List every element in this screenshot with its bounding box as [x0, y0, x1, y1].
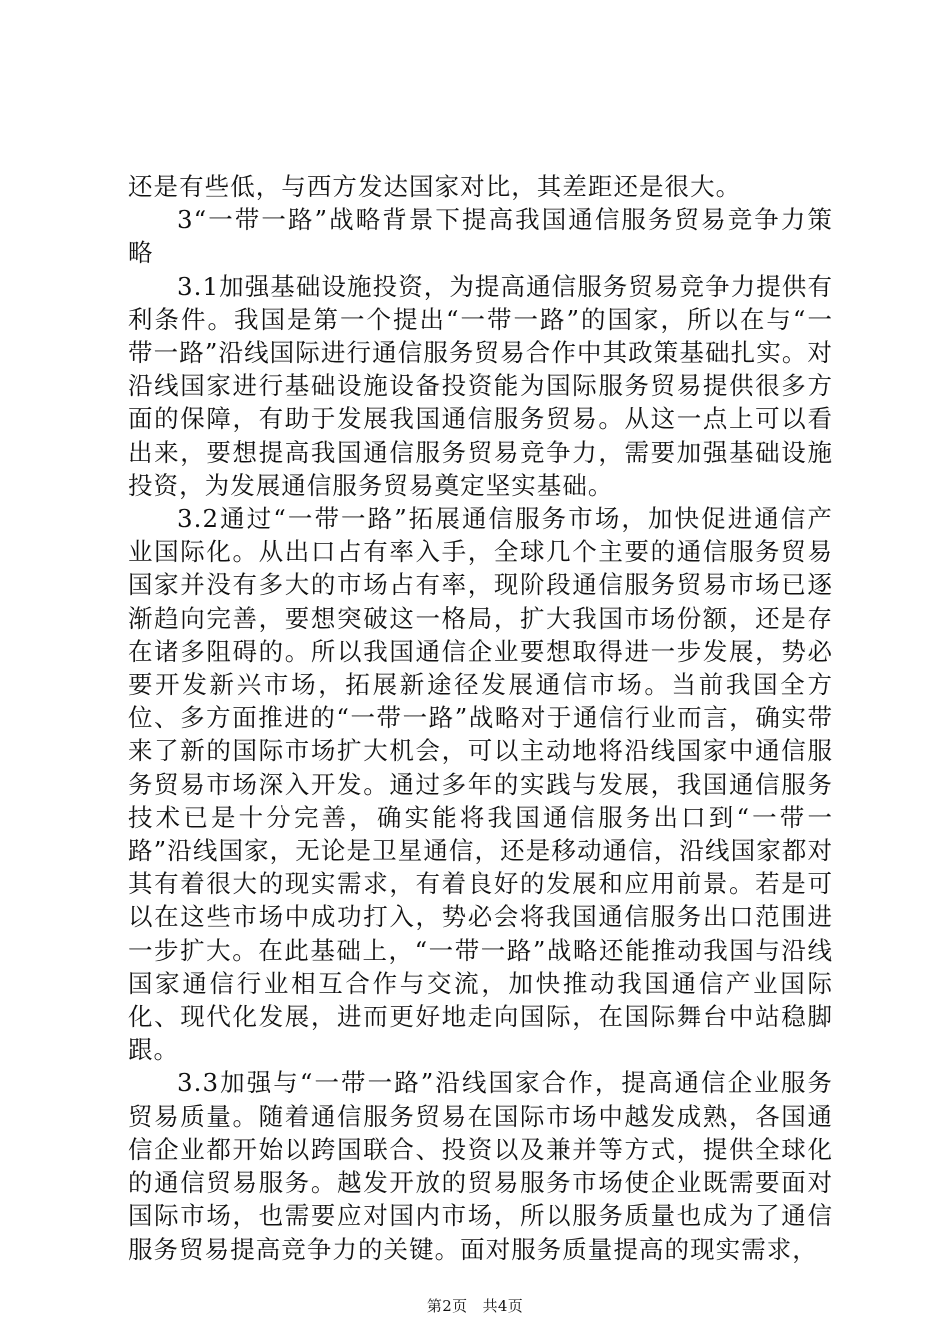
body-text	[128, 170, 833, 1266]
paragraph-continuation: 还是有些低，与西方发达国家对比，其差距还是很大。	[128, 172, 742, 201]
paragraph-3-3: 3.3加强与“一带一路”沿线国家合作，提高通信企业服务贸易质量。随着通信服务贸易在国际市场中越发成熟，各国通信企业都开始以跨国联合、投资以及兼并等方式，提供全球化的通信贸易服务。越发开放的贸易服务市场使企业既需要面对国际市场，也需要应对国内市场，所以服务质量也成为了通信服务贸易提高竞争力的关键。面对服务质量提高的现实需求，	[128, 1068, 833, 1264]
page-total: 共4页	[482, 1297, 524, 1315]
paragraph-3-1: 3.1加强基础设施投资，为提高通信服务贸易竞争力提供有利条件。我国是第一个提出“一带一路”的国家，所以在与“一带一路”沿线国际进行通信服务贸易合作中其政策基础扎实。对沿线国家进行基础设施设备投资能为国际服务贸易提供很多方面的保障，有助于发展我国通信服务贸易。从这一点上可以看出来，要想提高我国通信服务贸易竞争力，需要加强基础设施投资，为发展通信服务贸易奠定坚实基础。	[128, 271, 833, 500]
paragraph-3-2: 3.2通过“一带一路”拓展通信服务市场，加快促进通信产业国际化。从出口占有率入手，全球几个主要的通信服务贸易国家并没有多大的市场占有率，现阶段通信服务贸易市场已逐渐趋向完善，要想突破这一格局，扩大我国市场份额，还是存在诸多阻碍的。所以我国通信企业要想取得进一步发展，势必要开发新兴市场，拓展新途径发展通信市场。当前我国全方位、多方面推进的“一带一路”战略对于通信行业而言，确实带来了新的国际市场扩大机会，可以主动地将沿线国家中通信服务贸易市场深入开发。通过多年的实践与发展，我国通信服务技术已是十分完善，确实能将我国通信服务出口到“一带一路”沿线国家，无论是卫星通信，还是移动通信，沿线国家都对其有着很大的现实需求，有着良好的发展和应用前景。若是可以在这些市场中成功打入，势必会将我国通信服务出口范围进一步扩大。在此基础上，“一带一路”战略还能推动我国与沿线国家通信行业相互合作与交流，加快推动我国通信产业国际化、现代化发展，进而更好地走向国际，在国际舞台中站稳脚跟。	[128, 504, 834, 1065]
page-separator	[472, 1297, 477, 1315]
section-heading: 3“一带一路”战略背景下提高我国通信服务贸易竞争力策略	[128, 205, 833, 268]
page-number: 第2页	[426, 1297, 468, 1315]
page-footer	[0, 1296, 950, 1316]
